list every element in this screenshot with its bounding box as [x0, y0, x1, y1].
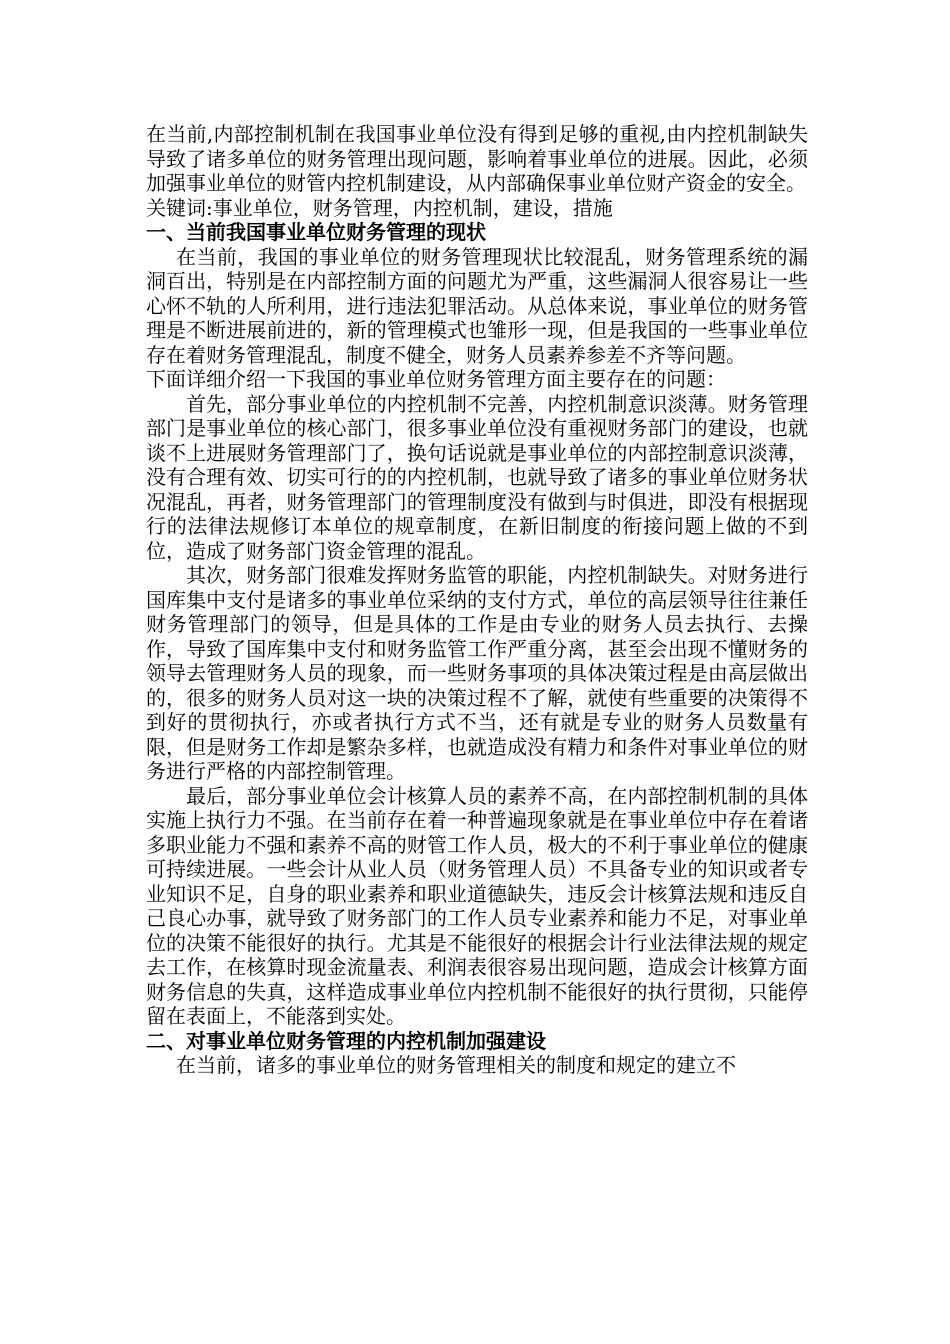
- section1-paragraph-4: 最后，部分事业单位会计核算人员的素养不高，在内部控制机制的具体实施上执行力不强。在当前存在着一种普遍现象就是在事业单位中存在着诸多职业能力不强和素养不高的财管工作人员，极大的不利于事业单位的健康可持续进展。一些会计从业人员（财务管理人员）不具备专业的知识或者专业知识不足，自身的职业素养和职业道德缺失，违反会计核算法规和违反自己良心办事，就导致了财务部门的工作人员专业素养和能力不足，对事业单位的决策不能很好的执行。尤其是不能很好的根据会计行业法律法规的规定去工作，在核算时现金流量表、利润表很容易出现问题，造成会计核算方面财务信息的失真，这样造成事业单位内控机制不能很好的执行贯彻，只能停留在表面上，不能落到实处。: [146, 783, 808, 1028]
- section-heading-2: 二、对事业单位财务管理的内控机制加强建设: [146, 1028, 546, 1053]
- section1-paragraph-3: 其次，财务部门很难发挥财务监管的职能，内控机制缺失。对财务进行国库集中支付是诸多的事业单位采纳的支付方式，单位的高层领导往往兼任财务管理部门的领导，但是具体的工作是由专业的财务人员去执行、去操作，导致了国库集中支付和财务监管工作严重分离，甚至会出现不懂财务的领导去管理财务人员的现象，而一些财务事项的具体决策过程是由高层做出的，很多的财务人员对这一块的决策过程不了解，就使有些重要的决策得不到好的贯彻执行，亦或者执行方式不当，还有就是专业的财务人员数量有限，但是财务工作却是繁杂多样，也就造成没有精力和条件对事业单位的财务进行严格的内部控制管理。: [146, 563, 808, 783]
- section2-paragraph-1: 在当前，诸多的事业单位的财务管理相关的制度和规定的建立不: [176, 1053, 736, 1077]
- section1-paragraph-1: 在当前，我国的事业单位的财务管理现状比较混乱，财务管理系统的漏洞百出，特别是在内部控制方面的问题尤为严重，这些漏洞人很容易让一些心怀不轨的人所利用，进行违法犯罪活动。从总体来说，事业单位的财务管理是不断进展前进的，新的管理模式也雏形一现，但是我国的一些事业单位存在着财务管理混乱，制度不健全，财务人员素养参差不齐等问题。: [146, 244, 808, 367]
- section-heading-1: 一、当前我国事业单位财务管理的现状: [146, 220, 486, 244]
- keywords-line: 关键词:事业单位，财务管理，内控机制，建设，措施: [146, 195, 613, 220]
- section1-paragraph-2: 首先，部分事业单位的内控机制不完善，内控机制意识淡薄。财务管理部门是事业单位的核心部门，很多事业单位没有重视财务部门的建设，也就谈不上进展财务管理部门了，换句话说就是事业单位的内部控制意识淡薄，没有合理有效、切实可行的的内控机制，也就导致了诸多的事业单位财务状况混乱，再者，财务管理部门的管理制度没有做到与时俱进，即没有根据现行的法律法规修订本单位的规章制度，在新旧制度的衔接问题上做的不到位，造成了财务部门资金管理的混乱。: [146, 391, 808, 563]
- section1-intro-line: 下面详细介绍一下我国的事业单位财务管理方面主要存在的问题：: [146, 367, 726, 391]
- abstract-paragraph: 在当前,内部控制机制在我国事业单位没有得到足够的重视,由内控机制缺失导致了诸多单位的财务管理出现问题，影响着事业单位的进展。因此，必须加强事业单位的财管内控机制建设，从内部确保事业单位财产资金的安全。: [146, 122, 808, 195]
- document-page: [146, 122, 808, 1078]
